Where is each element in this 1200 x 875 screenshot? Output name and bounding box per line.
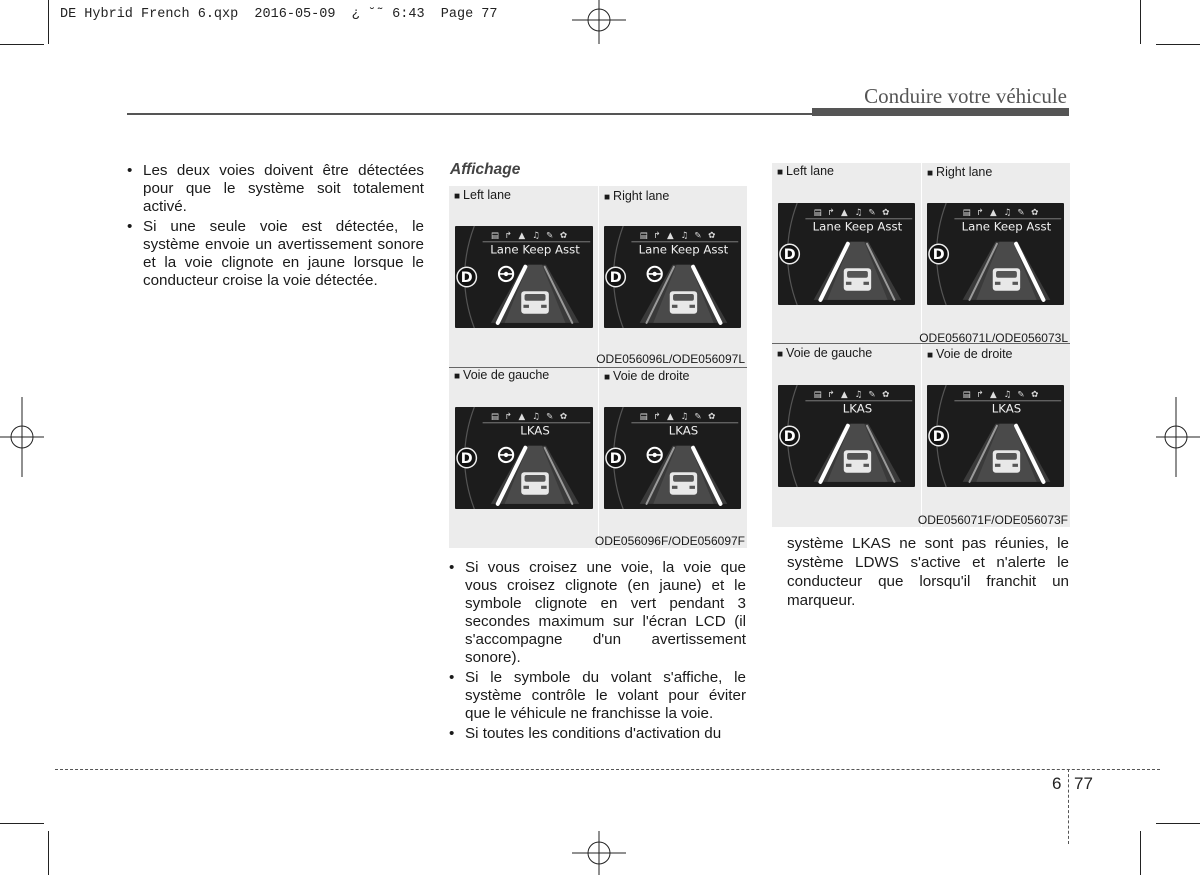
svg-text:▤: ▤: [962, 208, 971, 219]
figure-divider: [921, 163, 922, 527]
list-item: • Si toutes les conditions d'activation du: [449, 725, 746, 743]
svg-text:▲: ▲: [667, 231, 674, 242]
chapter-number: 6: [1052, 774, 1062, 793]
body-paragraph: système LKAS ne sont pas réunies, le système LDWS s'active et n'alerte le conducteur que lorsqu'il franchit un marqueur.: [787, 535, 1069, 609]
svg-text:▲: ▲: [990, 390, 997, 401]
cluster-screen: [927, 385, 1064, 487]
list-item: • Si une seule voie est détectée, le système envoie un avertissement sonore et la voie clignote en jaune lorsque le conducteur croise la voie détectée.: [127, 218, 424, 290]
figure-label: ■ Right lane: [927, 165, 993, 179]
svg-text:✎: ✎: [546, 412, 554, 423]
svg-text:D: D: [783, 429, 796, 446]
footer-divider: [1068, 769, 1069, 844]
cluster-screen: [455, 226, 593, 328]
print-slug: DE Hybrid French 6.qxp 2016-05-09 ¿ ˘˜ 6:43 Page 77: [60, 7, 498, 22]
registration-mark: [1156, 397, 1200, 477]
figure-label: ■ Voie de gauche: [454, 368, 550, 382]
figure-lkas-display-2: [772, 163, 1070, 527]
svg-text:↱: ↱: [827, 208, 835, 219]
svg-text:D: D: [932, 429, 945, 446]
registration-mark: [572, 831, 626, 875]
svg-text:↱: ↱: [976, 208, 984, 219]
svg-text:▲: ▲: [667, 412, 674, 423]
bullet-list-col1: [127, 162, 424, 292]
svg-text:♫: ♫: [1003, 390, 1012, 401]
svg-text:✎: ✎: [1017, 390, 1025, 401]
svg-text:↱: ↱: [976, 390, 984, 401]
cluster-screen: [927, 203, 1064, 305]
svg-text:D: D: [609, 270, 622, 287]
figure-lkas-display-1: [449, 186, 747, 548]
svg-text:✎: ✎: [546, 231, 554, 242]
cluster-screen: [778, 203, 915, 305]
svg-text:D: D: [932, 247, 945, 264]
svg-text:LKAS: LKAS: [520, 423, 550, 438]
section-heading: Affichage: [450, 161, 521, 178]
registration-mark: [572, 0, 626, 44]
svg-text:▤: ▤: [490, 231, 500, 242]
page-number: 77: [1074, 774, 1093, 793]
svg-text:✎: ✎: [868, 390, 876, 401]
svg-text:♫: ♫: [854, 208, 863, 219]
svg-text:↱: ↱: [653, 231, 661, 242]
svg-text:LKAS: LKAS: [991, 401, 1022, 416]
svg-text:✎: ✎: [694, 412, 702, 423]
figure-label: ■ Voie de droite: [927, 347, 1013, 361]
crop-mark: [1156, 823, 1200, 824]
svg-text:▲: ▲: [841, 390, 848, 401]
svg-text:D: D: [460, 270, 473, 287]
figure-code: ODE056096L/ODE056097L: [596, 352, 745, 366]
header-rule: [127, 113, 812, 115]
svg-text:Lane Keep Asst: Lane Keep Asst: [961, 219, 1052, 234]
figure-code: ODE056096F/ODE056097F: [594, 534, 745, 548]
svg-text:▤: ▤: [813, 208, 822, 219]
svg-text:↱: ↱: [653, 412, 661, 423]
list-item: • Si le symbole du volant s'affiche, le système contrôle le volant pour éviter que le véhicule ne franchisse la voie.: [449, 669, 746, 723]
crop-mark: [48, 831, 49, 875]
svg-text:▤: ▤: [813, 390, 822, 401]
svg-text:✿: ✿: [882, 208, 890, 219]
svg-text:✎: ✎: [1017, 208, 1025, 219]
list-item: • Les deux voies doivent être détectées pour que le système soit totalement activé.: [127, 162, 424, 216]
cluster-screen: [604, 226, 741, 328]
crop-mark: [1140, 0, 1141, 44]
figure-label: ■ Voie de droite: [604, 369, 690, 383]
page-header-title: Conduire votre véhicule: [864, 84, 1067, 108]
figure-label: ■ Left lane: [454, 188, 512, 202]
svg-text:✿: ✿: [708, 412, 716, 423]
svg-text:✎: ✎: [694, 231, 702, 242]
svg-text:✿: ✿: [708, 231, 716, 242]
header-rule-bar: [812, 108, 1069, 116]
figure-label: ■ Right lane: [604, 189, 670, 203]
svg-text:▲: ▲: [518, 231, 526, 242]
svg-text:↱: ↱: [827, 390, 835, 401]
svg-text:D: D: [783, 247, 796, 264]
crop-mark: [0, 44, 44, 45]
svg-text:▤: ▤: [639, 231, 648, 242]
svg-text:D: D: [609, 451, 622, 468]
crop-mark: [1156, 44, 1200, 45]
svg-text:♫: ♫: [680, 231, 689, 242]
footer-rule: [55, 769, 1160, 770]
svg-text:↱: ↱: [504, 412, 512, 423]
svg-text:▤: ▤: [639, 412, 648, 423]
cluster-screen: [778, 385, 915, 487]
figure-label: ■ Left lane: [777, 164, 835, 178]
crop-mark: [1140, 831, 1141, 875]
cluster-screen: [604, 407, 741, 509]
crop-mark: [48, 0, 49, 44]
cluster-screen: [455, 407, 593, 509]
svg-text:Lane Keep Asst: Lane Keep Asst: [638, 242, 729, 257]
registration-mark: [0, 397, 44, 477]
svg-text:✿: ✿: [559, 412, 568, 423]
svg-text:▲: ▲: [518, 412, 526, 423]
svg-text:✿: ✿: [1031, 390, 1039, 401]
svg-text:♫: ♫: [854, 390, 863, 401]
svg-text:♫: ♫: [680, 412, 689, 423]
svg-text:♫: ♫: [532, 412, 541, 423]
svg-text:▤: ▤: [490, 412, 500, 423]
svg-text:Lane Keep Asst: Lane Keep Asst: [490, 242, 580, 257]
figure-code: ODE056071L/ODE056073L: [919, 331, 1068, 345]
svg-text:✿: ✿: [1031, 208, 1039, 219]
svg-text:▲: ▲: [841, 208, 848, 219]
svg-text:✿: ✿: [882, 390, 890, 401]
svg-text:LKAS: LKAS: [668, 423, 699, 438]
svg-text:♫: ♫: [1003, 208, 1012, 219]
svg-text:D: D: [460, 451, 473, 468]
list-item: • Si vous croisez une voie, la voie que vous croisez clignote (en jaune) et le symbole clignote en vert pendant 3 secondes maximum sur l'écran LCD (il s'accompagne d'un avertissement sonore).: [449, 559, 746, 667]
svg-text:Lane Keep Asst: Lane Keep Asst: [812, 219, 903, 234]
svg-text:✎: ✎: [868, 208, 876, 219]
figure-code: ODE056071F/ODE056073F: [917, 513, 1068, 527]
figure-label: ■ Voie de gauche: [777, 346, 873, 360]
svg-text:▲: ▲: [990, 208, 997, 219]
crop-mark: [0, 823, 44, 824]
svg-text:LKAS: LKAS: [842, 401, 873, 416]
svg-text:✿: ✿: [559, 231, 568, 242]
svg-text:↱: ↱: [504, 231, 512, 242]
bullet-list-col2: [449, 559, 746, 745]
svg-text:♫: ♫: [532, 231, 541, 242]
svg-text:▤: ▤: [962, 390, 971, 401]
